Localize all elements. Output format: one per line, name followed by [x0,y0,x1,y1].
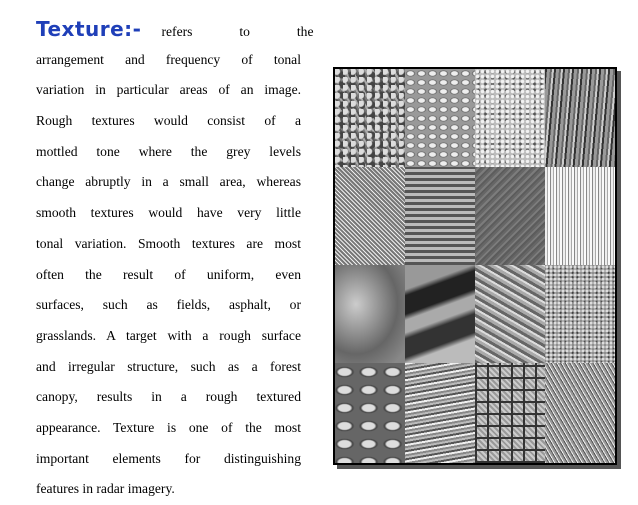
text-line: often the result of uniform, even [36,266,301,282]
texture-tile-basket [475,363,545,463]
texture-tile-gravel [475,69,545,167]
texture-tile-pebbles [405,69,475,167]
text-line: arrangement and frequency of tonal [36,51,301,67]
texture-tile-bark [545,69,615,167]
texture-tile-moss [545,265,615,363]
texture-tile-mesh [335,167,405,265]
texture-tile-ripple [405,363,475,463]
text-line: mottled tone where the grey levels [36,143,301,159]
text-line: smooth textures would have very little [36,205,301,221]
section-heading: Texture:- [36,17,142,41]
text-line-last: features in radar imagery. [36,481,175,497]
texture-tile-weave [405,167,475,265]
text-line: variation in particular areas of an image. [36,82,301,98]
texture-tile-stones [335,363,405,463]
text-line: Rough textures would consist of a [36,113,301,129]
text-line: appearance. Texture is one of the most [36,419,301,435]
text-line: refers to the [161,24,314,39]
text-line: and irregular structure, such as a forest [36,358,301,374]
texture-tile-wood-grain [545,167,615,265]
texture-tile-rough [335,69,405,167]
texture-tile-smooth [475,167,545,265]
first-line [36,14,314,45]
text-line: grasslands. A target with a rough surface [36,327,301,343]
text-line: tonal variation. Smooth textures are most [36,235,301,251]
texture-tile-cloth [475,265,545,363]
text-line: important elements for distinguishing [36,450,301,466]
texture-mosaic-image [333,67,617,465]
text-line: change abruptly in a small area, whereas [36,174,301,190]
text-line: canopy, results in a rough textured [36,389,301,405]
texture-tile-rock [335,265,405,363]
texture-tile-straw [545,363,615,463]
texture-paragraph [36,14,314,505]
text-line: surfaces, such as fields, asphalt, or [36,297,301,313]
texture-tile-water [405,265,475,363]
